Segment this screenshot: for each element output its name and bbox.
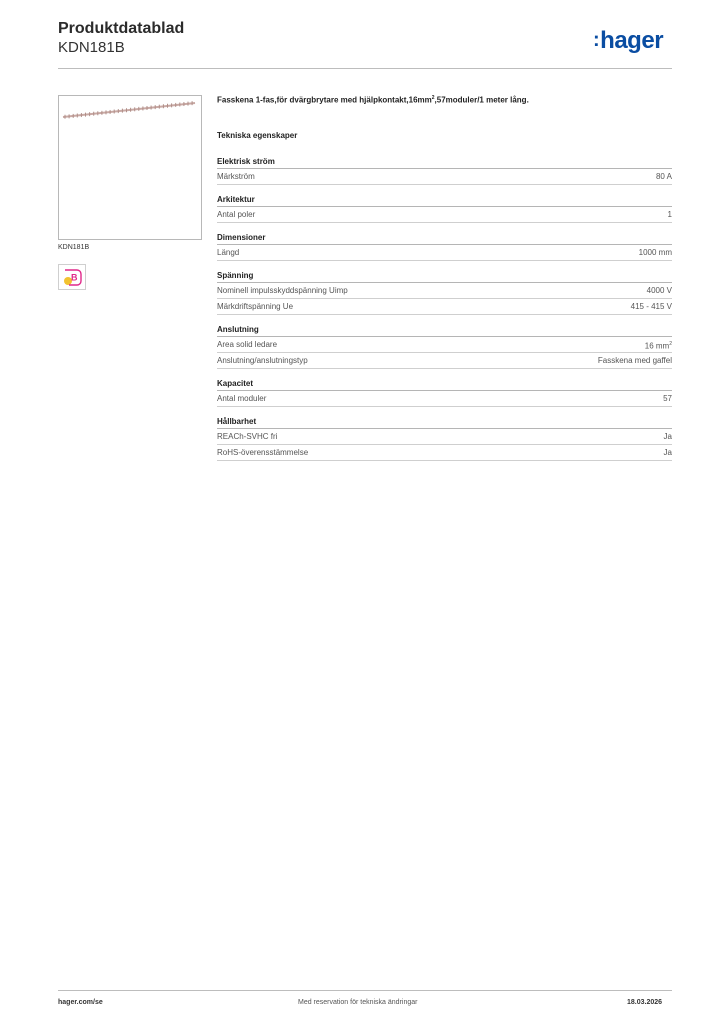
product-image (58, 95, 202, 240)
spec-value-text: Ja (663, 448, 672, 457)
spec-value (663, 391, 672, 406)
spec-label: Märkdriftspänning Ue (217, 302, 294, 311)
section-title: Anslutning (217, 324, 672, 337)
spec-value (598, 353, 672, 368)
spec-row (217, 391, 672, 407)
spec-row (217, 283, 672, 299)
spec-value (639, 245, 672, 260)
spec-label: Antal moduler (217, 394, 267, 403)
section-title: Kapacitet (217, 378, 672, 391)
spec-value-text: 80 A (655, 172, 672, 181)
spec-label: Area solid ledare (217, 340, 278, 349)
busbar-illustration (59, 96, 201, 239)
spec-value-text: 4000 V (646, 286, 672, 295)
specifications-table (217, 156, 672, 461)
description-text-start: Fasskena 1-fas,för dvärgbrytare med hjälpkontakt,16mm (217, 95, 432, 105)
badge-graphic (59, 265, 85, 289)
product-description (217, 95, 672, 105)
spec-value-text: 1 (667, 210, 672, 219)
footer-disclaimer: Med reservation för tekniska ändringar (298, 999, 418, 1006)
description-superscript: 2 (431, 95, 435, 101)
spec-value-superscript: 2 (669, 341, 672, 347)
spec-row (217, 207, 672, 223)
spec-value-text: Fasskena med gaffel (597, 356, 672, 365)
spec-row (217, 337, 672, 353)
spec-row (217, 299, 672, 315)
product-code: KDN181B (58, 39, 125, 56)
technical-properties-title: Tekniska egenskaper (217, 131, 298, 140)
page-title: Produktdatablad (58, 20, 185, 37)
spec-row (217, 429, 672, 445)
spec-label: Längd (217, 248, 240, 257)
section-title: Hållbarhet (217, 416, 672, 429)
footer-divider (58, 990, 672, 991)
spec-value-text: 415 - 415 V (630, 302, 672, 311)
spec-value (668, 207, 672, 222)
spec-value (664, 429, 672, 444)
logo-text: hager (600, 27, 664, 54)
footer-date: 18.03.2026 (627, 999, 663, 1006)
product-image-caption: KDN181B (58, 244, 90, 251)
spec-value-text: 1000 mm (638, 248, 672, 257)
spec-value (664, 445, 672, 460)
spec-label: RoHS-överensstämmelse (217, 448, 309, 457)
description-text-end: ,57moduler/1 meter lång. (434, 95, 529, 105)
section-title: Dimensioner (217, 232, 672, 245)
spec-value-text: Ja (663, 432, 672, 441)
spec-row (217, 445, 672, 461)
spec-label: Märkström (217, 172, 255, 181)
environment-badge-icon (58, 264, 86, 290)
section-title: Spänning (217, 270, 672, 283)
spec-label: REACh-SVHC fri (217, 432, 278, 441)
section-title: Elektrisk ström (217, 156, 672, 169)
section-title: Arkitektur (217, 194, 672, 207)
spec-label: Antal poler (217, 210, 256, 219)
spec-row (217, 169, 672, 185)
spec-row (217, 245, 672, 261)
spec-value-text: 57 (663, 394, 672, 403)
spec-value (647, 283, 672, 298)
footer-website: hager.com/se (58, 999, 103, 1006)
spec-value-text: 16 mm (644, 341, 670, 351)
badge-letter: B (71, 272, 78, 283)
spec-label: Nominell impulsskyddspänning Uimp (217, 286, 348, 295)
hager-logo: :hager (593, 27, 664, 54)
spec-value (656, 169, 672, 184)
spec-value (631, 299, 672, 314)
header-divider (58, 68, 672, 69)
spec-label: Anslutning/anslutningstyp (217, 356, 308, 365)
spec-value (645, 337, 672, 352)
spec-row (217, 353, 672, 369)
